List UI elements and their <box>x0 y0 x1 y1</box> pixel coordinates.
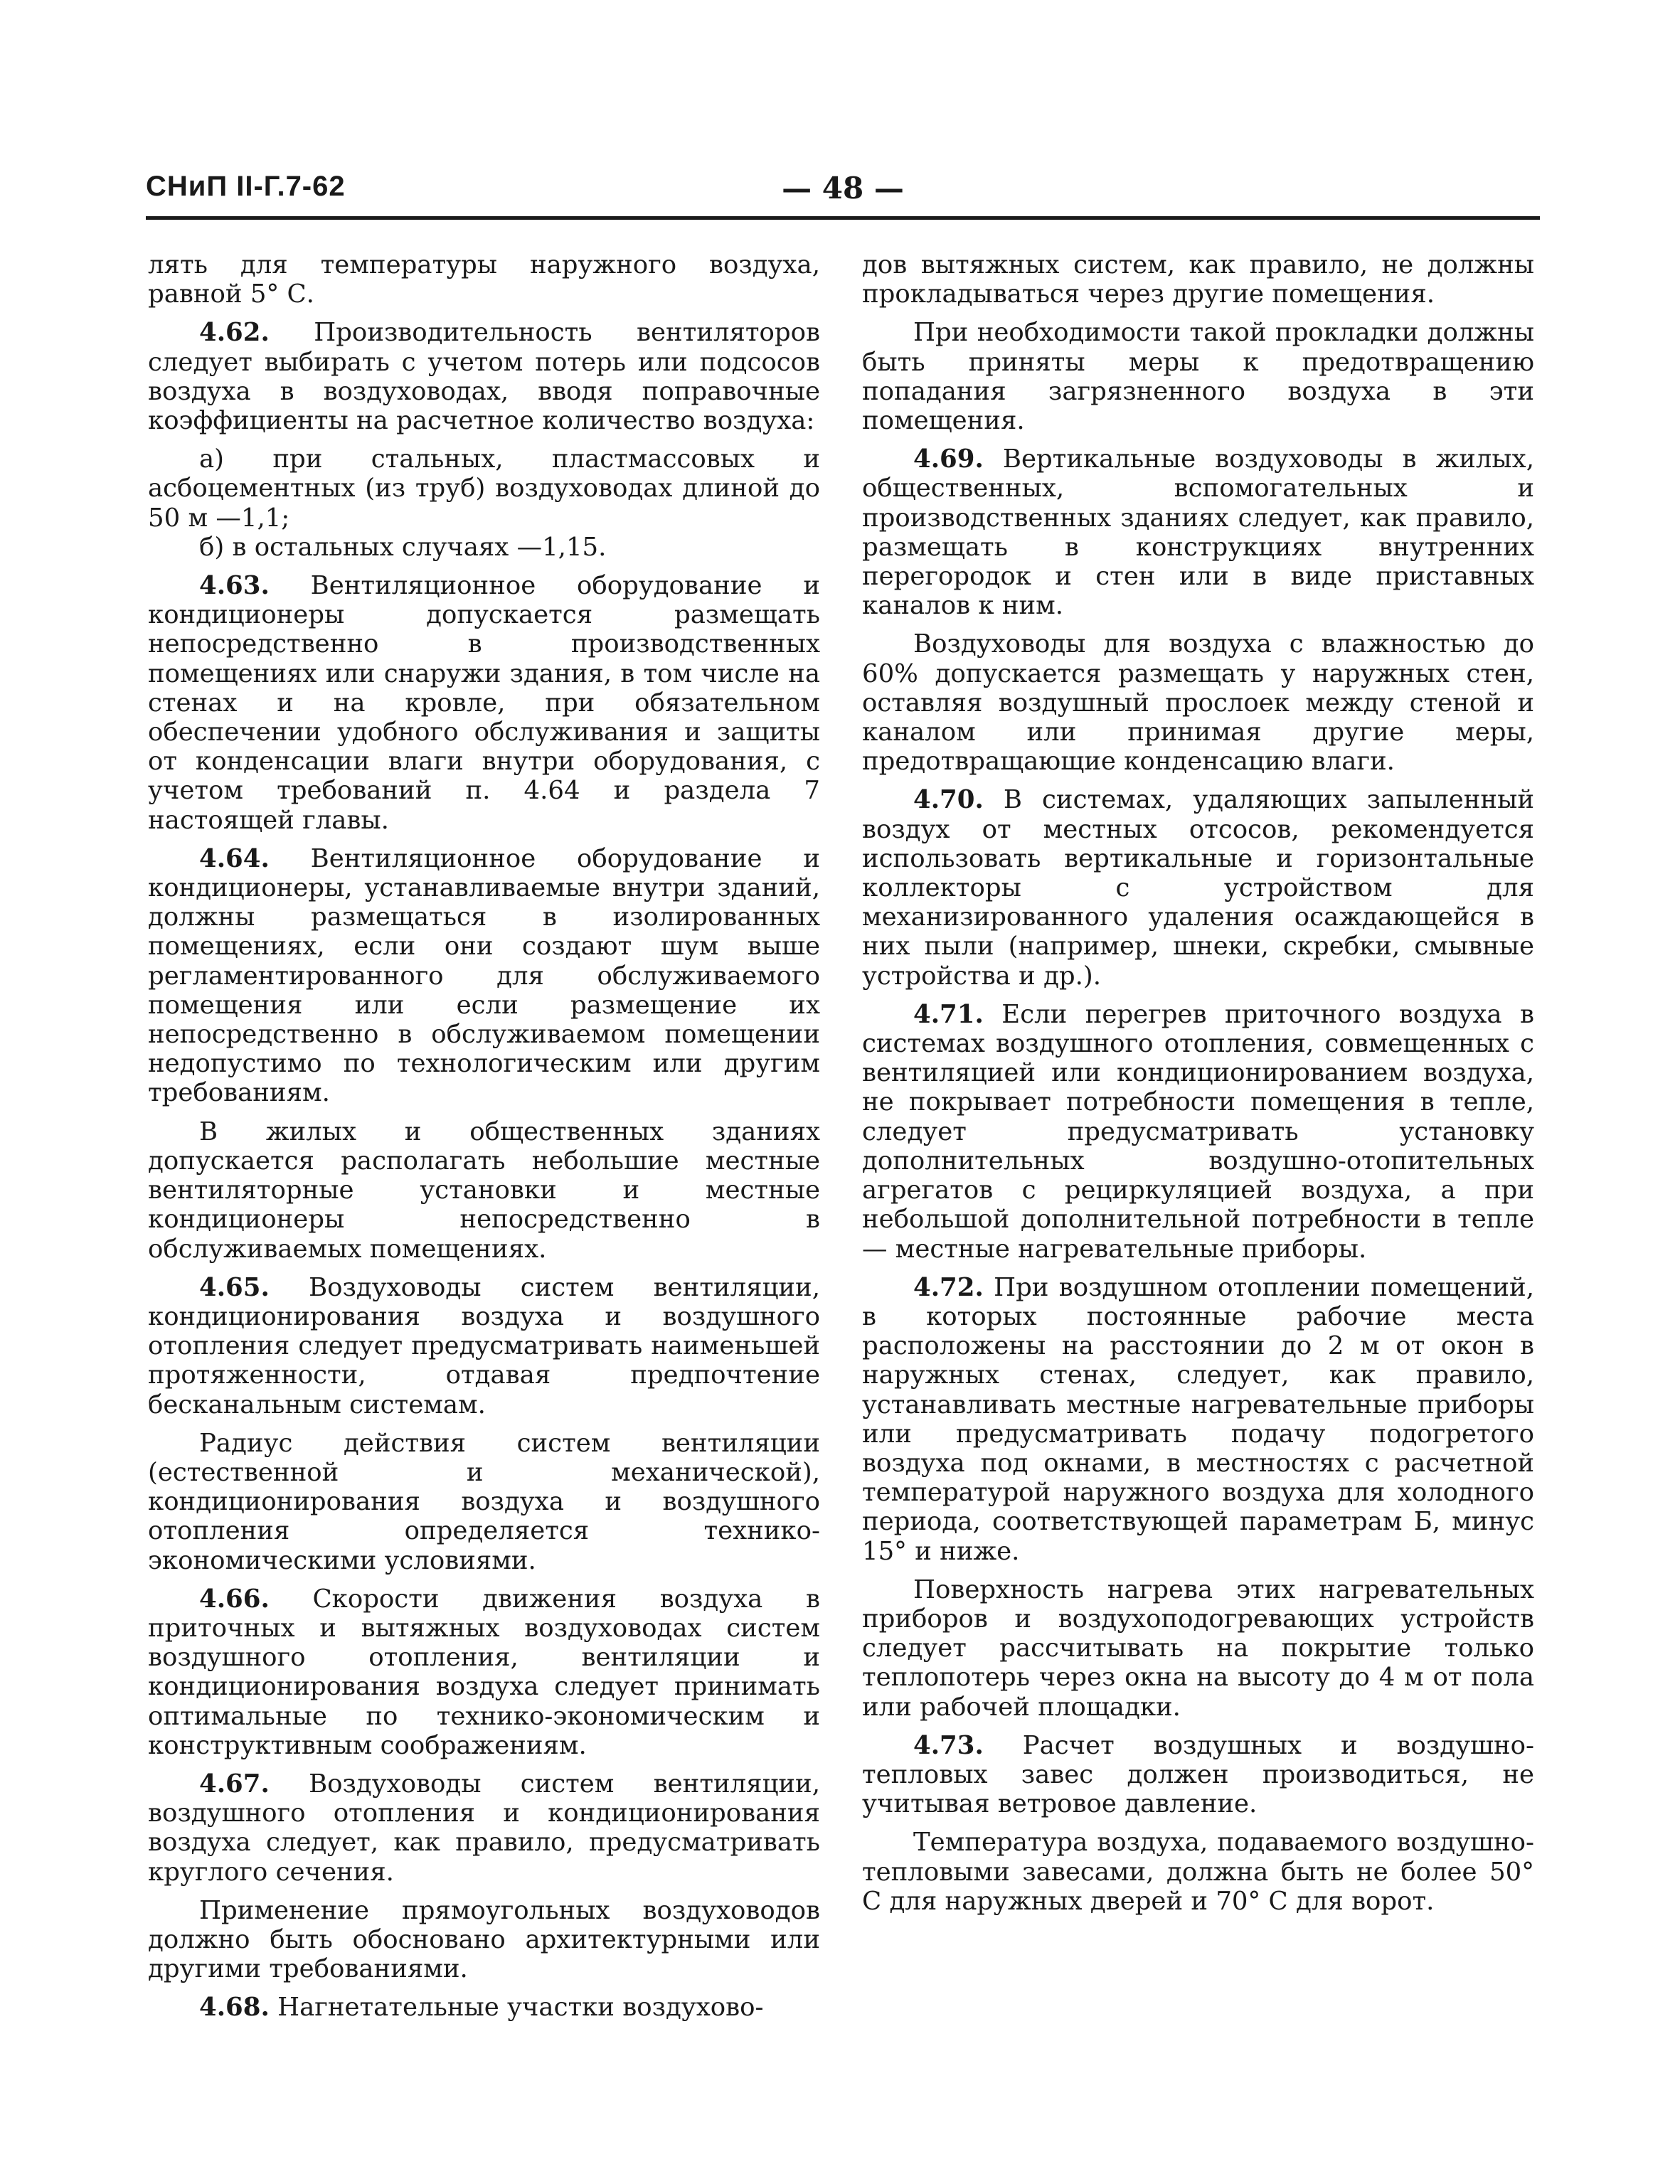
clause-4-66: 4.66. Скорости движения воздуха в приточных и вытяжных воздуховодах систем воздушного отопления, вентиляции и кондиционирования воздуха следует принимать оптимальные по технико-экономическим и конструктивным соображениям. <box>148 1584 820 1760</box>
clause-number: 4.70. <box>913 785 984 815</box>
header-rule <box>146 216 1540 220</box>
clause-4-71: 4.71. Если перегрев приточного воздуха в системах воздушного отопления, совмещенных с вентиляцией или кондиционированием воздуха, не покрывает потребности помещения в тепле, следует предусматривать установку дополнительных воздушно-отопительных агрегатов с рециркуляцией воздуха, а при небольшой дополнительной потребности в тепле — местные нагревательные приборы. <box>862 999 1534 1264</box>
clause-number: 4.66. <box>199 1584 270 1614</box>
paragraph-continuation: лять для температуры наружного воздуха, равной 5° С. <box>148 250 820 309</box>
clause-4-69: 4.69. Вертикальные воздуховоды в жилых, общественных, вспомогательных и производственных зданиях следует, как правило, размещать в конструкциях внутренних перегородок и стен или в виде приставных каналов к ним. <box>862 444 1534 621</box>
clause-number: 4.64. <box>199 843 270 873</box>
clause-4-67: 4.67. Воздуховоды систем вентиляции, воздушного отопления и кондиционирования воздуха следует, как правило, предусматривать круглого сечения. <box>148 1769 820 1887</box>
clause-4-67-paragraph-2: Применение прямоугольных воздуховодов должно быть обосновано архитектурными или другими требованиями. <box>148 1895 820 1984</box>
clause-4-68: 4.68. Нагнетательные участки воздухово- <box>199 1993 764 2023</box>
clause-number: 4.65. <box>199 1272 270 1302</box>
clause-4-62-item-a: а) при стальных, пластмассовых и асбоцементных (из труб) воздуховодах длиной до 50 м —1,1; <box>148 444 820 533</box>
left-column <box>148 250 820 2032</box>
clause-4-64: 4.64. Вентиляционное оборудование и кондиционеры, устанавливаемые внутри зданий, должны размещаться в изолированных помещениях, если они создают шум выше регламентированного для обслуживаемого помещения или если размещение их непосредственно в обслуживаемом помещении недопустимо по технологическим или другим требованиям. <box>148 843 820 1108</box>
clause-number: 4.73. <box>913 1730 984 1760</box>
clause-4-72: 4.72. При воздушном отоплении помещений, в которых постоянные рабочие места расположены на расстоянии до 2 м от окон в наружных стенах, следует, как правило, устанавливать местные нагревательные приборы или предусматривать подачу подогретого воздуха под окнами, в местностях с расчетной температурой наружного воздуха для холодного периода, соответствующей параметрам Б, минус 15° и ниже. <box>862 1272 1534 1566</box>
page-number: — 48 — <box>782 171 904 206</box>
clause-4-68-continuation: дов вытяжных систем, как правило, не должны прокладываться через другие помещения. <box>862 250 1534 309</box>
clause-4-70: 4.70. В системах, удаляющих запыленный воздух от местных отсосов, рекомендуется использовать вертикальные и горизонтальные коллекторы с устройством для механизированного удаления осаждающейся в них пыли (например, шнеки, скребки, смывные устройства и др.). <box>862 785 1534 991</box>
clause-number: 4.69. <box>913 444 984 474</box>
clause-number: 4.68. <box>199 1993 270 2023</box>
clause-number: 4.71. <box>913 999 984 1029</box>
clause-4-68-paragraph-2: При необходимости такой прокладки должны быть приняты меры к предотвращению попадания загрязненного воздуха в эти помещения. <box>862 318 1534 436</box>
clause-4-65-paragraph-2: Радиус действия систем вентиляции (естественной и механической), кондиционирования воздуха и воздушного отопления определяется технико-экономическими условиями. <box>148 1428 820 1575</box>
clause-4-69-paragraph-2: Воздуховоды для воздуха с влажностью до 60% допускается размещать у наружных стен, оставляя воздушный прослоек между стеной и каналом или принимая другие меры, предотвращающие конденсацию влаги. <box>862 629 1534 777</box>
page-header <box>146 171 1540 219</box>
clause-4-63: 4.63. Вентиляционное оборудование и кондиционеры допускается размещать непосредственно в производственных помещениях или снаружи здания, в том числе на стенах и на кровле, при обязательном обеспечении удобного обслуживания и защиты от конденсации влаги внутри оборудования, с учетом требований п. 4.64 и раздела 7 настоящей главы. <box>148 571 820 835</box>
document-code: СНиП II-Г.7-62 <box>146 171 346 202</box>
clause-number: 4.62. <box>199 318 270 348</box>
right-column <box>862 250 1534 1925</box>
clause-4-62: 4.62. Производительность вентиляторов следует выбирать с учетом потерь или подсосов воздуха в воздуховодах, вводя поправочные коэффициенты на расчетное количество воздуха: <box>148 318 820 436</box>
clause-4-73-paragraph-2: Температура воздуха, подаваемого воздушно-тепловыми завесами, должна быть не более 50° С для наружных дверей и 70° С для ворот. <box>862 1828 1534 1916</box>
clause-4-73: 4.73. Расчет воздушных и воздушно-тепловых завес должен производиться, не учитывая ветровое давление. <box>862 1730 1534 1819</box>
clause-4-62-item-b: б) в остальных случаях —1,15. <box>199 532 607 562</box>
clause-4-65: 4.65. Воздуховоды систем вентиляции, кондиционирования воздуха и воздушного отопления следует предусматривать наименьшей протяженности, отдавая предпочтение бесканальным системам. <box>148 1272 820 1419</box>
clause-4-72-paragraph-2: Поверхность нагрева этих нагревательных приборов и воздухоподогревающих устройств следует рассчитывать на покрытие только теплопотерь через окна на высоту до 4 м от пола или рабочей площадки. <box>862 1575 1534 1722</box>
clause-number: 4.72. <box>913 1272 984 1302</box>
clause-4-64-paragraph-2: В жилых и общественных зданиях допускается располагать небольшие местные вентиляторные установки и местные кондиционеры непосредственно в обслуживаемых помещениях. <box>148 1117 820 1264</box>
clause-number: 4.67. <box>199 1769 270 1799</box>
clause-number: 4.63. <box>199 571 270 601</box>
